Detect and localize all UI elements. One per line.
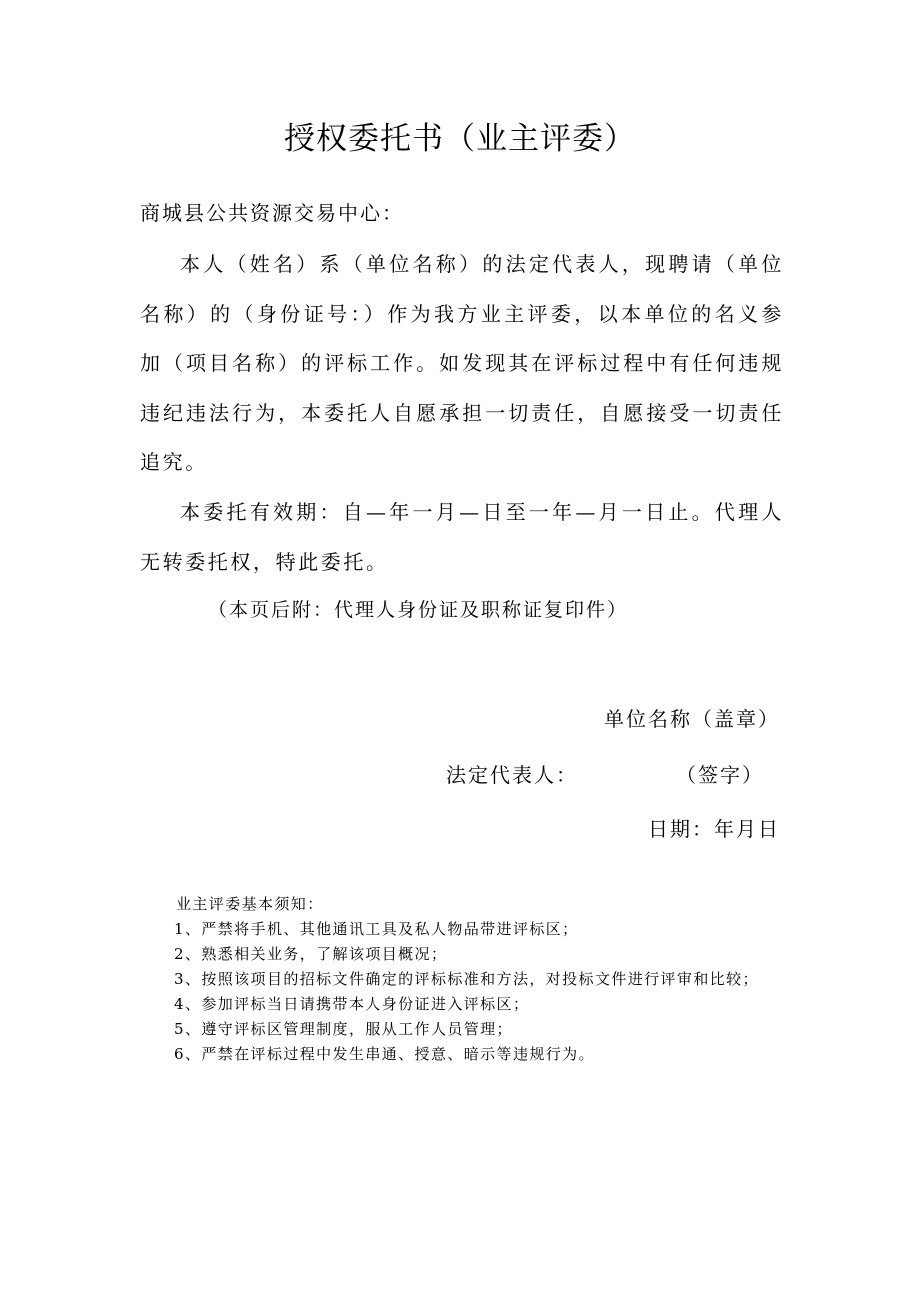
- notice-section: [140, 892, 784, 1067]
- addressee: 商城县公共资源交易中心：: [140, 201, 404, 225]
- unit-seal-line: 单位名称（盖章）: [604, 707, 780, 731]
- validity-paragraph: 本委托有效期：自—年一月—日至一年—月一日止。代理人无转委托权，特此委托。: [140, 500, 784, 574]
- notice-item: 6、严禁在评标过程中发生串通、授意、暗示等违规行为。: [174, 1045, 595, 1063]
- notice-item: 4、参加评标当日请携带本人身份证进入评标区；: [174, 995, 530, 1013]
- legal-rep-line: [446, 759, 764, 791]
- notice-item: 3、按照该项目的招标文件确定的评标标准和方法，对投标文件进行评审和比较；: [174, 970, 759, 988]
- attachment-note: （本页后附：代理人身份证及职称证复印件）: [208, 599, 629, 621]
- document-title: 授权委托书（业主评委）: [284, 121, 636, 157]
- signature-label: （签字）: [686, 763, 764, 787]
- legal-rep-label: 法定代表人：: [446, 763, 578, 787]
- notice-item: 2、熟悉相关业务，了解该项目概况；: [174, 945, 448, 963]
- notice-title: 业主评委基本须知：: [176, 895, 324, 913]
- date-line: 日期：年月日: [648, 817, 780, 841]
- notice-item: 1、严禁将手机、其他通讯工具及私人物品带进评标区；: [174, 920, 579, 938]
- authorization-paragraph: 本人（姓名）系（单位名称）的法定代表人，现聘请（单位名称）的（身份证号：）作为我方业主评委，以本单位的名义参加（项目名称）的评标工作。如发现其在评标过程中有任何违规违纪违法行为，本委托人自愿承担一切责任，自愿接受一切责任追究。: [140, 252, 784, 474]
- notice-item: 5、遵守评标区管理制度，服从工作人员管理；: [174, 1020, 513, 1038]
